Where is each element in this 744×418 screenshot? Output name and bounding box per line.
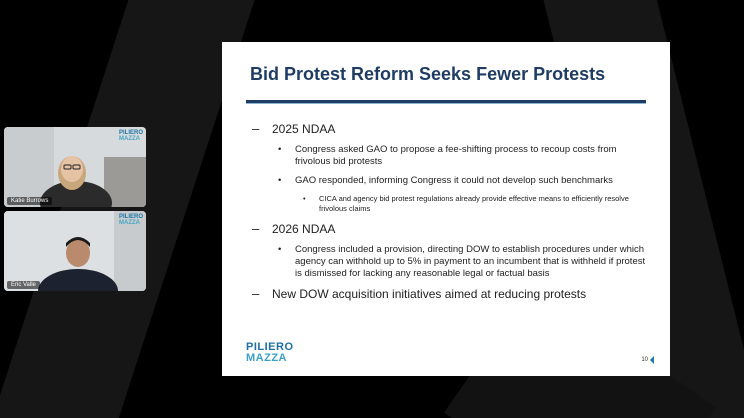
bullet-level-2: • Congress asked GAO to propose a fee-shifting process to recoup costs from frivolous bid protests: [252, 144, 652, 168]
slide-title: Bid Protest Reform Seeks Fewer Protests: [250, 64, 606, 84]
page-number: 10: [641, 357, 648, 363]
participant-logo: PILIERO MAZZA: [118, 214, 143, 226]
logo-top-text: PILIERO: [246, 341, 294, 353]
bullet-level-2: • Congress included a provision, directing DOW to establish procedures under which agency can withhold up to 5% in payment to an incumbent that is withheld if protest is dismissed for lacking any reasonable legal or factual basis: [252, 244, 652, 280]
participant-tile-katie[interactable]: [4, 127, 146, 207]
participant-tile-eric[interactable]: [4, 211, 146, 291]
shared-slide: [222, 42, 670, 376]
bullet-level-3: • CICA and agency bid protest regulations already provide effective means to efficiently resolve frivolous claims: [252, 194, 652, 214]
bullet-level-1: – New DOW acquisition initiatives aimed at reducing protests: [252, 287, 652, 301]
participant-name-label: Katie Burrows: [7, 197, 52, 205]
page-marker-icon: [650, 356, 654, 364]
slide-content: [252, 122, 652, 309]
participant-logo: PILIERO MAZZA: [118, 130, 143, 142]
logo-bottom-text: MAZZA: [246, 352, 287, 364]
background-shape: [0, 0, 257, 418]
bullet-level-2: • GAO responded, informing Congress it could not develop such benchmarks: [252, 175, 652, 187]
participant-name-label: Eric Valle: [7, 281, 40, 289]
title-divider: [246, 100, 646, 103]
firm-logo: [246, 342, 294, 364]
bullet-level-1: – 2025 NDAA: [252, 122, 652, 136]
bullet-level-1: – 2026 NDAA: [252, 222, 652, 236]
